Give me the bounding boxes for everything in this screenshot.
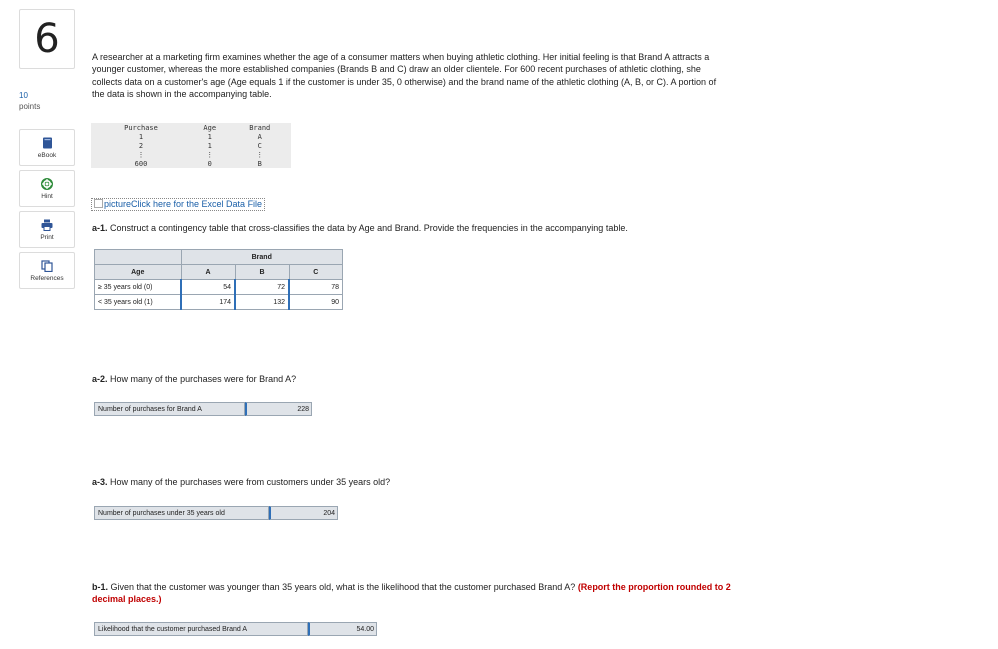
table-cell: ⋮ (191, 150, 229, 159)
row-label: ≥ 35 years old (0) (95, 280, 182, 295)
brand-header-c: C (289, 265, 343, 280)
table-cell: A (228, 132, 291, 141)
excel-data-link[interactable] (91, 198, 265, 211)
ebook-button[interactable] (19, 129, 75, 166)
question-a3 (92, 476, 390, 488)
column-header: Purchase (91, 123, 191, 132)
question-text: How many of the purchases were from customers under 35 years old? (110, 477, 391, 487)
question-b1 (92, 581, 732, 605)
points-indicator (19, 90, 40, 112)
excel-link-text: Click here for the Excel Data File (131, 199, 263, 209)
points-value: 10 (19, 91, 28, 100)
frequency-input[interactable]: 78 (289, 280, 343, 295)
question-prompt: A researcher at a marketing firm examines whether the age of a consumer matters when buying athletic clothing. Her initial feeling is that Brand A attracts a younger customer, whereas the more established companies (Brands B and C) draw an older clientele. For 600 recent purchases of athletic clothing, she collects data on a customer's age (Age equals 1 if the customer is under 35, 0 otherwise) and the brand name of the athletic clothing (A, B, or C). A portion of the data is shown in the accompanying table. (92, 52, 717, 99)
print-label: Print (40, 233, 54, 241)
print-button[interactable] (19, 211, 75, 248)
brand-header-b: B (235, 265, 289, 280)
rounding-note: (Report the proportion rounded to 2 decimal places.) (92, 582, 731, 604)
question-label: a-1. (92, 223, 108, 233)
question-label: a-2. (92, 374, 108, 384)
book-icon (42, 137, 53, 149)
table-cell: 0 (191, 159, 229, 168)
question-text: How many of the purchases were for Brand A? (110, 374, 297, 384)
frequency-input[interactable]: 174 (181, 295, 235, 310)
frequency-input[interactable]: 90 (289, 295, 343, 310)
age-header: Age (95, 265, 182, 280)
question-a1 (92, 222, 628, 234)
frequency-input[interactable]: 132 (235, 295, 289, 310)
answer-row-b1 (94, 622, 377, 636)
contingency-table (94, 249, 343, 310)
answer-label: Number of purchases under 35 years old (94, 506, 269, 520)
brand-a-count-input[interactable]: 228 (245, 402, 312, 416)
under-35-count-input[interactable]: 204 (269, 506, 338, 520)
table-cell: ⋮ (91, 150, 191, 159)
question-a2 (92, 373, 296, 385)
answer-row-a2 (94, 402, 312, 416)
printer-icon (41, 219, 53, 231)
question-label: b-1. (92, 582, 109, 592)
table-row (91, 141, 291, 150)
table-cell: ⋮ (228, 150, 291, 159)
table-cell: 2 (91, 141, 191, 150)
table-row (91, 150, 291, 159)
brand-group-header: Brand (181, 250, 343, 265)
likelihood-input[interactable]: 54.00 (308, 622, 377, 636)
table-header-row (91, 123, 291, 132)
blank-header (95, 250, 182, 265)
answer-label: Number of purchases for Brand A (94, 402, 245, 416)
lifebuoy-icon (41, 178, 53, 190)
ebook-label: eBook (37, 151, 57, 159)
table-row (95, 280, 343, 295)
excel-link-alt: picture (104, 199, 132, 209)
brand-header-a: A (181, 265, 235, 280)
table-row (95, 295, 343, 310)
column-header: Brand (228, 123, 291, 132)
hint-button[interactable] (19, 170, 75, 207)
table-cell: 1 (191, 132, 229, 141)
sample-data-table (91, 123, 291, 168)
table-cell: B (228, 159, 291, 168)
table-cell: 600 (91, 159, 191, 168)
answer-row-a3 (94, 506, 338, 520)
table-cell: 1 (191, 141, 229, 150)
row-label: < 35 years old (1) (95, 295, 182, 310)
column-header: Age (191, 123, 229, 132)
table-cell: C (228, 141, 291, 150)
document-copy-icon (41, 260, 53, 272)
question-text: Construct a contingency table that cross-classifies the data by Age and Brand. Provide the frequencies in the accompanying table. (110, 223, 628, 233)
question-text: Given that the customer was younger than 35 years old, what is the likelihood that the customer purchased Brand A? (110, 582, 576, 592)
references-label: References (30, 274, 64, 282)
points-label: points (19, 102, 41, 111)
frequency-input[interactable]: 72 (235, 280, 289, 295)
answer-label: Likelihood that the customer purchased Brand A (94, 622, 308, 636)
references-button[interactable] (19, 252, 75, 289)
table-row (91, 132, 291, 141)
question-label: a-3. (92, 477, 108, 487)
question-number: 6 (19, 9, 75, 69)
broken-image-icon (94, 199, 103, 208)
hint-label: Hint (41, 192, 53, 200)
table-row (91, 159, 291, 168)
frequency-input[interactable]: 54 (181, 280, 235, 295)
table-cell: 1 (91, 132, 191, 141)
